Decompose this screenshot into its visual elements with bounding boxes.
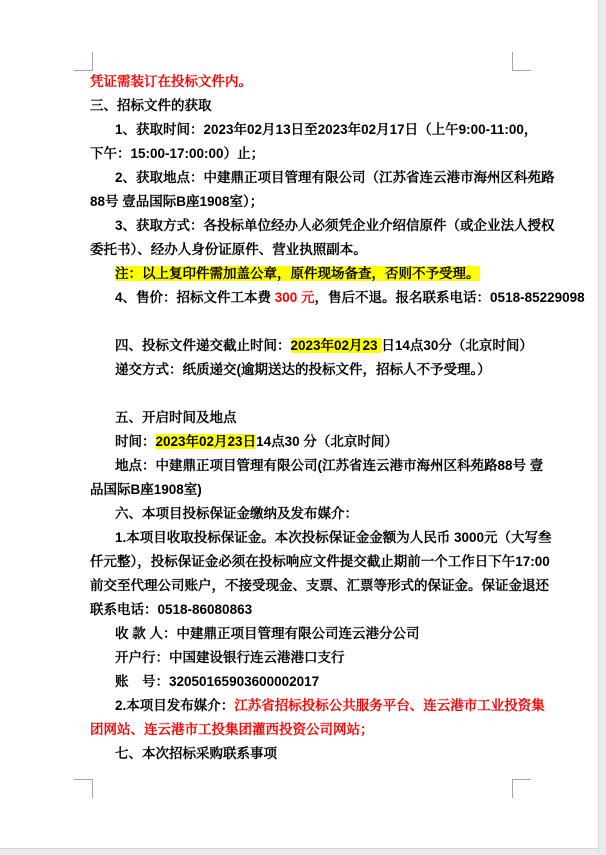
text-line xyxy=(90,526,552,550)
text-line xyxy=(90,670,520,694)
body-text: 地点：中建鼎正项目管理有限公司(江苏省连云港市海州区科苑路88号 壹 xyxy=(115,458,544,473)
text-line xyxy=(90,622,520,646)
text-line xyxy=(90,598,520,622)
blank-line xyxy=(90,310,520,334)
text-line xyxy=(90,358,520,382)
body-text: 三、招标文件的获取 xyxy=(90,98,212,113)
body-text: 七、本次招标采购联系事项 xyxy=(115,746,277,761)
text-line xyxy=(90,118,538,142)
margin-crop-mark-bottom-right xyxy=(512,779,531,798)
text-line xyxy=(90,430,520,454)
text-line xyxy=(90,262,520,286)
body-text: 4、售价：招标文件工本费 xyxy=(115,290,275,305)
body-text: 3、获取方式：各投标单位经办人必须凭企业介绍信原件（或企业法人授权 xyxy=(115,218,555,233)
body-text: 委托书）、经办人身份证原件、营业执照副本。 xyxy=(90,242,367,257)
text-line xyxy=(90,142,520,166)
margin-crop-mark-top-left xyxy=(74,52,93,71)
body-text: 开户行：中国建设银行连云港港口支行 xyxy=(115,650,345,665)
body-text: 四、投标文件递交截止时间： xyxy=(115,338,291,353)
margin-crop-mark-bottom-left xyxy=(74,779,93,798)
margin-crop-mark-top-right xyxy=(512,52,531,71)
text-line xyxy=(90,286,585,310)
text-line xyxy=(90,238,520,262)
text-line xyxy=(90,550,550,574)
red-emphasis-text: 300 元 xyxy=(274,290,315,305)
body-text: 递交方式：纸质递交(逾期送达的投标文件，招标人不予受理。） xyxy=(115,362,491,377)
body-text: 日14点30分（北京时间） xyxy=(381,338,533,353)
body-text: 品国际B座1908室) xyxy=(90,482,202,497)
text-line xyxy=(90,694,545,718)
body-text: 联系电话：0518-86080863 xyxy=(90,602,253,617)
text-line xyxy=(90,94,520,118)
body-text: 下午：15:00-17:00:00）止； xyxy=(90,146,265,161)
body-text: 收 款 人：中建鼎正项目管理有限公司连云港分公司 xyxy=(115,626,420,641)
body-text: 时间： xyxy=(115,434,156,449)
text-line xyxy=(90,646,520,670)
text-line xyxy=(90,454,544,478)
body-text: 五、开启时间及地点 xyxy=(115,410,237,425)
page-edge-right xyxy=(598,0,606,854)
yellow-highlighted-text: 2023年02月23日 xyxy=(155,434,257,449)
body-text: 1.本项目收取投标保证金。本次投标保证金金额为人民币 3000元（大写叁 xyxy=(115,530,552,545)
text-line xyxy=(90,406,520,430)
text-line xyxy=(90,166,555,190)
document-body-text xyxy=(90,70,585,766)
body-text: 1、获取时间：2023年02月13日至2023年02月17日（上午9:00-11:00， xyxy=(115,122,538,137)
body-text: 账 号：32050165903600002017 xyxy=(115,674,320,689)
red-emphasis-text: 团网站、连云港市工投集团灌西投资公司网站； xyxy=(90,722,374,737)
body-text: 88号 壹品国际B座1908室）； xyxy=(90,194,264,209)
text-line xyxy=(90,478,520,502)
body-text: ，售后不退。报名联系电话：0518-85229098 xyxy=(314,290,585,305)
text-line xyxy=(90,574,549,598)
red-emphasis-text: 江苏省招标投标公共服务平台、连云港市工业投资集 xyxy=(234,698,545,713)
body-text: 2、获取地点：中建鼎正项目管理有限公司（江苏省连云港市海州区科苑路 xyxy=(115,170,555,185)
text-line xyxy=(90,502,520,526)
body-text: 仟元整），投标保证金必须在投标响应文件提交截止期前一个工作日下午17:00 xyxy=(90,554,550,569)
text-line xyxy=(90,334,533,358)
body-text: 14点30 分（北京时间） xyxy=(256,434,398,449)
text-line xyxy=(90,718,520,742)
blank-line xyxy=(90,382,520,406)
red-emphasis-text: 凭证需装订在投标文件内。 xyxy=(90,74,252,89)
text-line xyxy=(90,70,520,94)
text-line xyxy=(90,190,520,214)
body-text: 六、本项目投标保证金缴纳及发布媒介： xyxy=(115,506,358,521)
body-text: 2.本项目发布媒介： xyxy=(115,698,235,713)
text-line xyxy=(90,742,520,766)
yellow-highlighted-text: 2023年02月23 xyxy=(290,338,382,353)
body-text: 前交至代理公司账户，不接受现金、支票、汇票等形式的保证金。保证金退还 xyxy=(90,578,549,593)
text-line xyxy=(90,214,555,238)
yellow-highlighted-text: 注：以上复印件需加盖公章，原件现场备查，否则不予受理。 xyxy=(115,266,480,281)
